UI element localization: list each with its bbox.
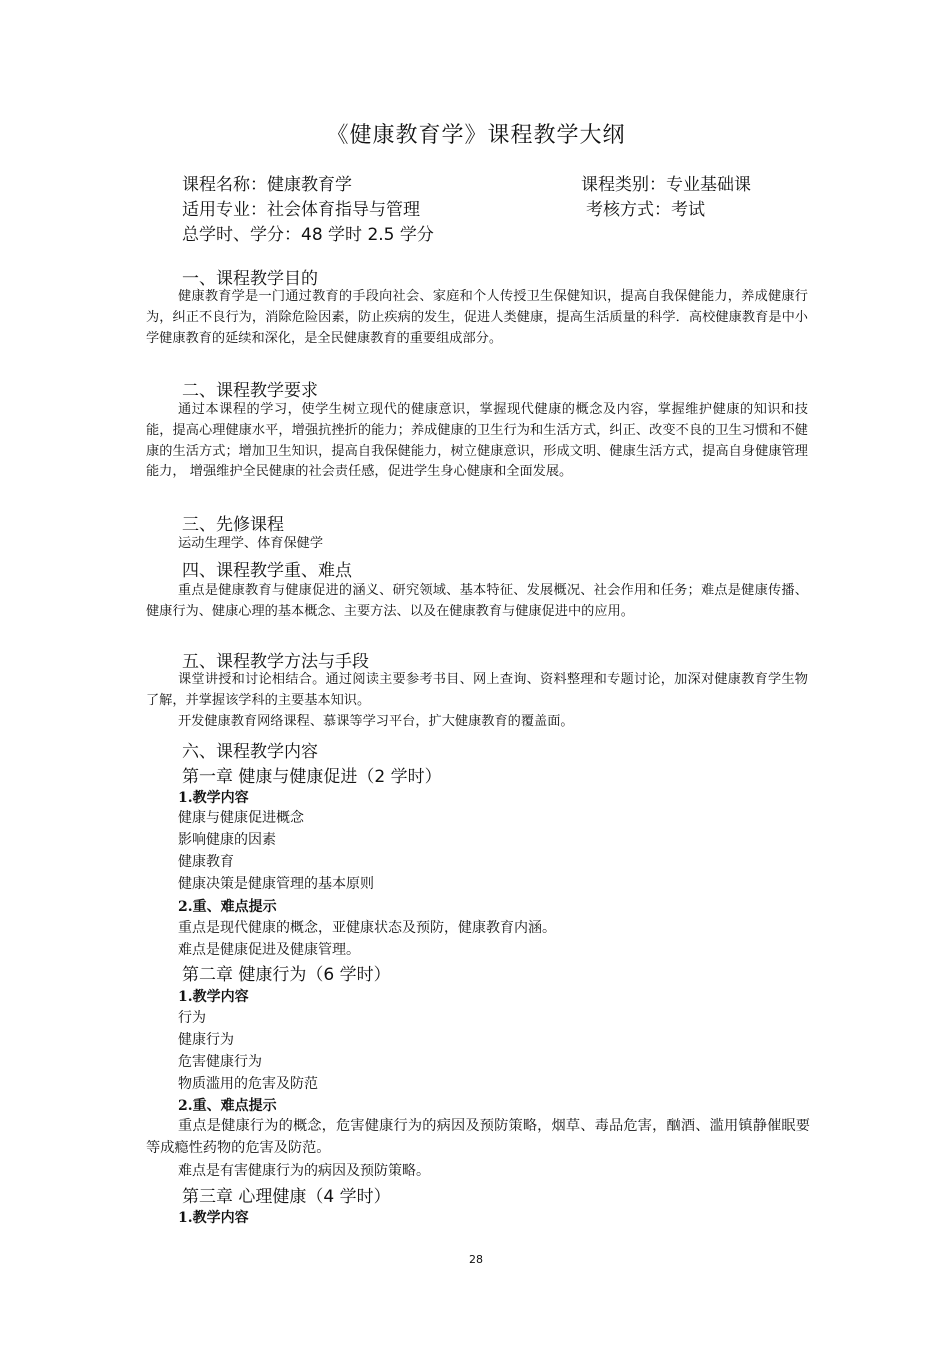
hours-credits: 总学时、学分：48 学时 2.5 学分 xyxy=(182,225,434,245)
chapter-1-subheading-key: 2.重、难点提示 xyxy=(178,899,277,915)
list-item: 健康与健康促进概念 xyxy=(178,810,304,826)
chapter-2-subheading-key: 2.重、难点提示 xyxy=(178,1098,277,1114)
section-5-text-2: 开发健康教育网络课程、慕课等学习平台，扩大健康教育的覆盖面。 xyxy=(178,714,574,729)
chapter-2-heading: 第二章 健康行为（6 学时） xyxy=(182,965,391,985)
list-item: 影响健康的因素 xyxy=(178,832,276,848)
chapter-3-subheading-content: 1.教学内容 xyxy=(178,1210,249,1226)
section-4-heading: 四、课程教学重、难点 xyxy=(182,561,352,581)
chapter-1-difficult-points: 难点是健康促进及健康管理。 xyxy=(178,942,360,958)
list-item: 行为 xyxy=(178,1010,206,1026)
chapter-1-subheading-content: 1.教学内容 xyxy=(178,790,249,806)
list-item: 健康教育 xyxy=(178,854,234,870)
section-5-text-1: 课堂讲授和讨论相结合。通过阅读主要参考书目、网上查询、资料整理和专题讨论，加深对健康教育学生物了解，并掌握该学科的主要基本知识。 xyxy=(146,672,808,708)
page-number: 28 xyxy=(469,1253,483,1266)
section-2-text: 通过本课程的学习，使学生树立现代的健康意识，掌握现代健康的概念及内容，掌握维护健康的知识和技能，提高心理健康水平，增强抗挫折的能力；养成健康的卫生行为和生活方式，纠正、改变不良的卫生习惯和不健康的生活方式；增加卫生知识，提高自我保健能力，树立健康意识，形成文明、健康生活方式，提高自身健康管理能力， 增强维护全民健康的社会责任感，促进学生身心健康和全面发展。 xyxy=(146,402,808,480)
list-item: 健康决策是健康管理的基本原则 xyxy=(178,876,374,892)
list-item: 危害健康行为 xyxy=(178,1054,262,1070)
list-item: 物质滥用的危害及防范 xyxy=(178,1076,318,1092)
chapter-1-heading: 第一章 健康与健康促进（2 学时） xyxy=(182,767,442,787)
exam-method: 考核方式：考试 xyxy=(586,200,705,220)
section-1-heading: 一、课程教学目的 xyxy=(182,269,318,289)
section-5-heading: 五、课程教学方法与手段 xyxy=(182,652,369,672)
section-6-heading: 六、课程教学内容 xyxy=(182,742,318,762)
list-item: 健康行为 xyxy=(178,1032,234,1048)
section-3-text: 运动生理学、体育保健学 xyxy=(178,536,324,551)
course-type: 课程类别：专业基础课 xyxy=(581,175,751,195)
section-2-heading: 二、课程教学要求 xyxy=(182,381,318,401)
chapter-2-subheading-content: 1.教学内容 xyxy=(178,989,249,1005)
section-4-text: 重点是健康教育与健康促进的涵义、研究领域、基本特征、发展概况、社会作用和任务；难点是健康传播、健康行为、健康心理的基本概念、主要方法、以及在健康教育与健康促进中的应用。 xyxy=(146,583,808,619)
document-title: 《健康教育学》课程教学大纲 xyxy=(326,123,626,148)
chapter-1-key-points: 重点是现代健康的概念，亚健康状态及预防，健康教育内涵。 xyxy=(178,920,556,936)
chapter-2-difficult-points: 难点是有害健康行为的病因及预防策略。 xyxy=(178,1163,430,1179)
section-1-text: 健康教育学是一门通过教育的手段向社会、家庭和个人传授卫生保健知识，提高自我保健能力，养成健康行为，纠正不良行为，消除危险因素，防止疾病的发生，促进人类健康，提高生活质量的科学．高校健康教育是中小学健康教育的延续和深化，是全民健康教育的重要组成部分。 xyxy=(146,289,808,346)
chapter-2-key-points: 重点是健康行为的概念，危害健康行为的病因及预防策略，烟草、毒品危害，酗酒、滥用镇静催眠要等成瘾性药物的危害及防范。 xyxy=(146,1118,810,1156)
course-name: 课程名称：健康教育学 xyxy=(182,175,352,195)
applicable-major: 适用专业：社会体育指导与管理 xyxy=(182,200,420,220)
section-3-heading: 三、先修课程 xyxy=(182,515,284,535)
chapter-3-heading: 第三章 心理健康（4 学时） xyxy=(182,1187,391,1207)
